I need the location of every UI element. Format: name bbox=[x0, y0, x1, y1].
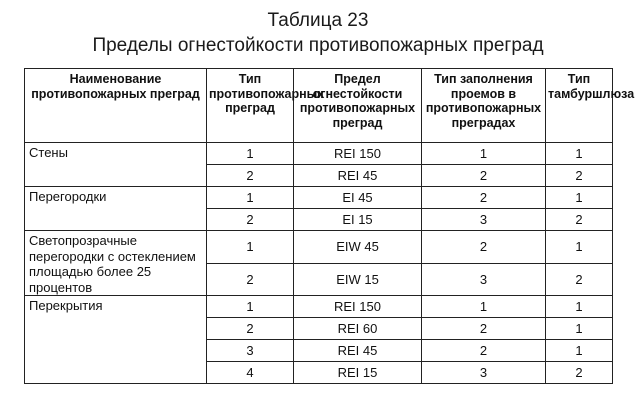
fill-type: 3 bbox=[422, 263, 546, 296]
table-row bbox=[25, 231, 613, 264]
barrier-type: 1 bbox=[207, 187, 294, 209]
barrier-type: 1 bbox=[207, 231, 294, 264]
airlock-type: 2 bbox=[546, 209, 613, 231]
barrier-type: 2 bbox=[207, 209, 294, 231]
fire-limit: REI 45 bbox=[294, 340, 422, 362]
table-row bbox=[25, 187, 613, 209]
fill-type: 2 bbox=[422, 318, 546, 340]
fire-limit: REI 60 bbox=[294, 318, 422, 340]
fill-type: 1 bbox=[422, 143, 546, 165]
barrier-name: Перегородки bbox=[25, 187, 207, 231]
table-number: Таблица 23 bbox=[267, 10, 369, 31]
table-row bbox=[25, 143, 613, 165]
fire-limit: EI 15 bbox=[294, 209, 422, 231]
airlock-type: 1 bbox=[546, 187, 613, 209]
header-name: Наименование противопожарных преград bbox=[25, 69, 207, 143]
fire-resistance-table bbox=[24, 68, 635, 384]
header-lock: Тип тамбуршлюза bbox=[546, 69, 613, 143]
fill-type: 2 bbox=[422, 231, 546, 264]
airlock-type: 1 bbox=[546, 296, 613, 318]
header-type: Тип противопожарных преград bbox=[207, 69, 294, 143]
airlock-type: 1 bbox=[546, 231, 613, 264]
fire-limit: REI 150 bbox=[294, 296, 422, 318]
fire-limit: EIW 15 bbox=[294, 263, 422, 296]
barrier-type: 1 bbox=[207, 296, 294, 318]
airlock-type: 2 bbox=[546, 165, 613, 187]
fill-type: 3 bbox=[422, 209, 546, 231]
header-row bbox=[25, 69, 613, 143]
fill-type: 2 bbox=[422, 340, 546, 362]
table-caption: Пределы огнестойкости противопожарных преград bbox=[92, 35, 544, 56]
barrier-type: 4 bbox=[207, 362, 294, 384]
barrier-name: Стены bbox=[25, 143, 207, 187]
barrier-type: 1 bbox=[207, 143, 294, 165]
airlock-type: 1 bbox=[546, 340, 613, 362]
airlock-type: 2 bbox=[546, 263, 613, 296]
fire-limit: EIW 45 bbox=[294, 231, 422, 264]
header-limit: Предел огнестойкости противопожарных преград bbox=[294, 69, 422, 143]
header-fill: Тип заполнения проемов в противопожарных преградах bbox=[422, 69, 546, 143]
fire-limit: REI 15 bbox=[294, 362, 422, 384]
fill-type: 2 bbox=[422, 187, 546, 209]
barrier-name: Перекрытия bbox=[25, 296, 207, 384]
fire-limit: EI 45 bbox=[294, 187, 422, 209]
barrier-name: Светопрозрачные перегородки с остеклением площадью более 25 процентов bbox=[25, 231, 207, 296]
barrier-type: 2 bbox=[207, 165, 294, 187]
table-title-block bbox=[0, 8, 636, 58]
fill-type: 3 bbox=[422, 362, 546, 384]
barrier-type: 2 bbox=[207, 318, 294, 340]
fill-type: 1 bbox=[422, 296, 546, 318]
airlock-type: 1 bbox=[546, 143, 613, 165]
fire-limit: REI 45 bbox=[294, 165, 422, 187]
fill-type: 2 bbox=[422, 165, 546, 187]
table-row bbox=[25, 296, 613, 318]
fire-limit: REI 150 bbox=[294, 143, 422, 165]
airlock-type: 2 bbox=[546, 362, 613, 384]
airlock-type: 1 bbox=[546, 318, 613, 340]
barrier-type: 2 bbox=[207, 263, 294, 296]
barrier-type: 3 bbox=[207, 340, 294, 362]
